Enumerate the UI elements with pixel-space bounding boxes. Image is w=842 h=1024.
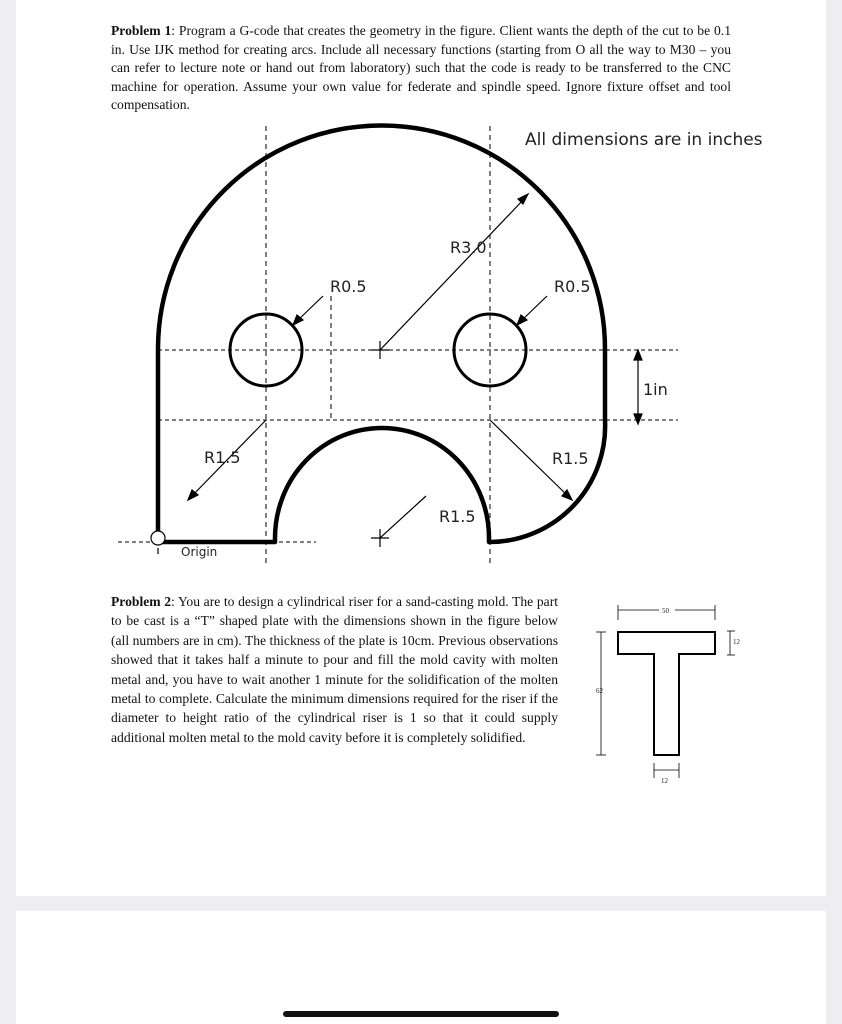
- label-origin: Origin: [181, 545, 218, 559]
- units-note: All dimensions are in inches: [525, 130, 763, 150]
- t-shape: [618, 632, 715, 755]
- document-page-2: [16, 911, 826, 1024]
- problem-2-text: [111, 592, 558, 747]
- label-r05-right: R0.5: [554, 277, 591, 296]
- label-r05-left: R0.5: [330, 277, 367, 296]
- dim-12-top: 12: [733, 638, 740, 646]
- figure-2-t-plate: [582, 598, 752, 793]
- label-r3: R3.0: [450, 238, 487, 257]
- figure-1-cnc-part: [116, 118, 763, 568]
- dim-12-stem: 12: [661, 777, 668, 785]
- problem-1-text: [111, 22, 731, 115]
- dim-50: 50: [662, 607, 669, 615]
- problem-2-body: : You are to design a cylindrical riser for a sand-casting mold. The part to be cast is a “T” shaped plate with the dimensions shown in the figure below (all numbers are in cm). The thickness of the plate is 10cm. Previous observations showed that it takes half a minute to pour and fill the mold cavity with molten metal and, you have to wait another 1 minute for the solidification of the molten metal to complete. Calculate the minimum dimensions required for the riser if the diameter to height ratio of the cylindrical riser is 1 so that it could supply additional molten metal to the mold cavity before it is completely solidified.: [111, 594, 558, 745]
- document-page-1: [16, 0, 826, 896]
- problem-1-body: : Program a G-code that creates the geometry in the figure. Client wants the depth of the cut to be 0.1 in. Use IJK method for creating arcs. Include all necessary functions (starting from O all the way to M30 – you can refer to lecture note or hand out from laboratory) such that the code is ready to be transferred to the CNC machine for operation. Assume your own value for federate and spindle speed. Ignore fixture offset and tool compensation.: [111, 23, 731, 113]
- dim-62: 62: [596, 687, 603, 695]
- label-r15-right: R1.5: [552, 449, 589, 468]
- label-r15-left: R1.5: [204, 448, 241, 467]
- home-indicator[interactable]: [283, 1011, 559, 1017]
- part-outline: [158, 125, 605, 542]
- problem-1-label: Problem 1: [111, 23, 172, 38]
- label-1in: 1in: [643, 380, 668, 399]
- problem-2-label: Problem 2: [111, 594, 172, 609]
- label-r15-bottom: R1.5: [439, 507, 476, 526]
